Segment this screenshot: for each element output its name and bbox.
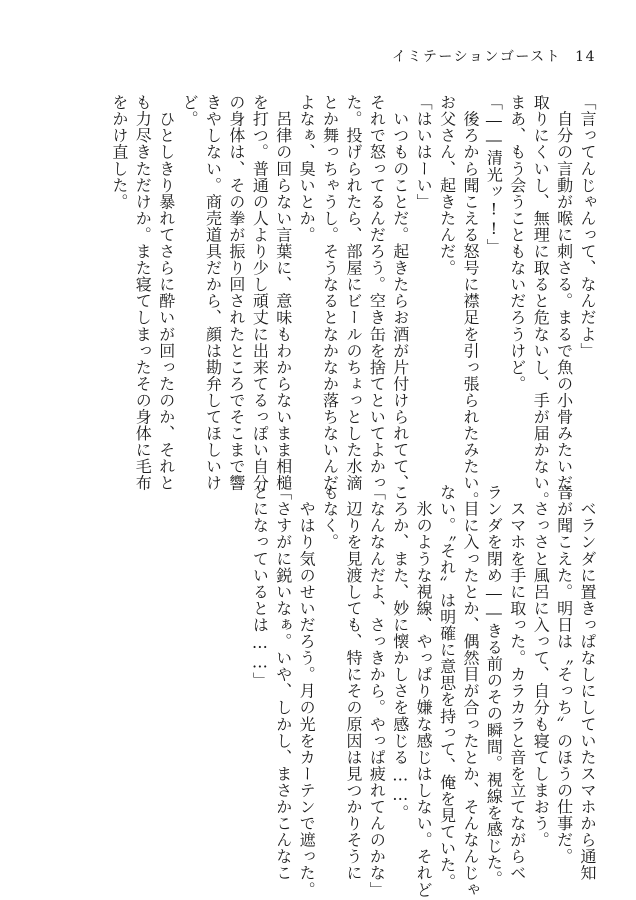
text-line: 自分の言動が喉に刺さる。まるで魚の小骨みたいだ。 xyxy=(554,94,574,508)
text-line: それで怒ってるんだろう。空き缶を捨てといてよかっ xyxy=(367,94,387,492)
text-line: 後ろから聞こえる怒号に襟足を引っ張られたみたい。 xyxy=(460,94,480,508)
text-line: ランダを閉め――きる前のその瞬間。視線を感じた。 xyxy=(484,484,504,888)
text-line: さっさと風呂に入って、自分も寝てしまおう。 xyxy=(531,484,551,849)
text-line: 氷のような視線、やっぱり嫌な感じはしない。それど xyxy=(414,484,434,898)
text-line: も力尽きただけか。また寝てしまったその身体に毛布 xyxy=(133,94,153,492)
text-line: 目に入ったとか、偶然目が合ったとか、そんなんじゃ xyxy=(460,484,480,898)
page-number: 14 xyxy=(575,49,596,65)
text-line: とか舞っちゃうし。そうなるとなかなか落ちないんだ xyxy=(320,94,340,492)
text-line: きやしない。商売道具だから、顔は勘弁してほしいけ xyxy=(203,94,223,492)
text-line: お父さん、起きたんだ。 xyxy=(437,94,457,277)
text-line: よなぁ、臭いとか。 xyxy=(297,94,317,243)
text-line: 取りにくいし、無理に取ると危ないし、手が届かない。 xyxy=(531,94,551,508)
text-line: 「はいはーい」 xyxy=(414,94,434,210)
text-line: まあ、もう会うこともないだろうけど。 xyxy=(507,94,527,392)
text-line: ど。 xyxy=(180,94,200,128)
text-line: の身体は、その拳が振り回されたところでそこまで響 xyxy=(226,94,246,492)
text-line: いつものことだ。起きたらお酒が片付けられてて、 xyxy=(390,94,410,492)
text-line: やはり気のせいだろう。月の光をカーテンで遮った。 xyxy=(297,484,317,898)
text-line: をかけ直した。 xyxy=(109,94,129,210)
text-line: とになっているとは……」 xyxy=(250,484,270,689)
text-line: 音が聞こえた。明日は〝そっち〟のほうの仕事だ。 xyxy=(554,484,574,865)
text-line: ころか、また、妙に懐かしさを感じる……。 xyxy=(390,484,410,821)
text-line: を打つ。普通の人より少し頑丈に出来てるっぽい自分 xyxy=(250,94,270,492)
text-line: もなく。 xyxy=(320,484,340,551)
text-line: ひとしきり暴れてさらに酔いが回ったのか、それと xyxy=(156,94,176,492)
text-line: 辺りを見渡しても、特にその原因は見つかりそうに xyxy=(343,484,363,882)
text-line: た。投げられたら、部屋にビールのちょっとした水滴 xyxy=(343,94,363,492)
text-line: 呂律の回らない言葉に、意味もわからないまま相槌 xyxy=(273,94,293,492)
text-line: 「なんなんだよ、さっきから。やっぱ疲れてんのかな」 xyxy=(367,484,387,898)
text-line: ベランダに置きっぱなしにしていたスマホから通知 xyxy=(578,484,597,882)
text-line: 「――清光ッ!!」 xyxy=(484,94,504,255)
text-line: 「言ってんじゃんって、なんだよ」 xyxy=(578,94,597,359)
text-line: 「さすがに鋭いなぁ。いや、しかし、まさかこんなこ xyxy=(273,484,293,882)
text-line: スマホを手に取った。カラカラと音を立てながらベ xyxy=(507,484,527,882)
running-header xyxy=(392,46,596,66)
book-title: イミテーションゴースト xyxy=(391,49,562,65)
text-line: ない。〝それ〟は明確に意思を持って、俺を見ていた。 xyxy=(437,484,457,890)
text-block-top xyxy=(109,94,599,508)
text-block-bottom xyxy=(250,484,599,898)
